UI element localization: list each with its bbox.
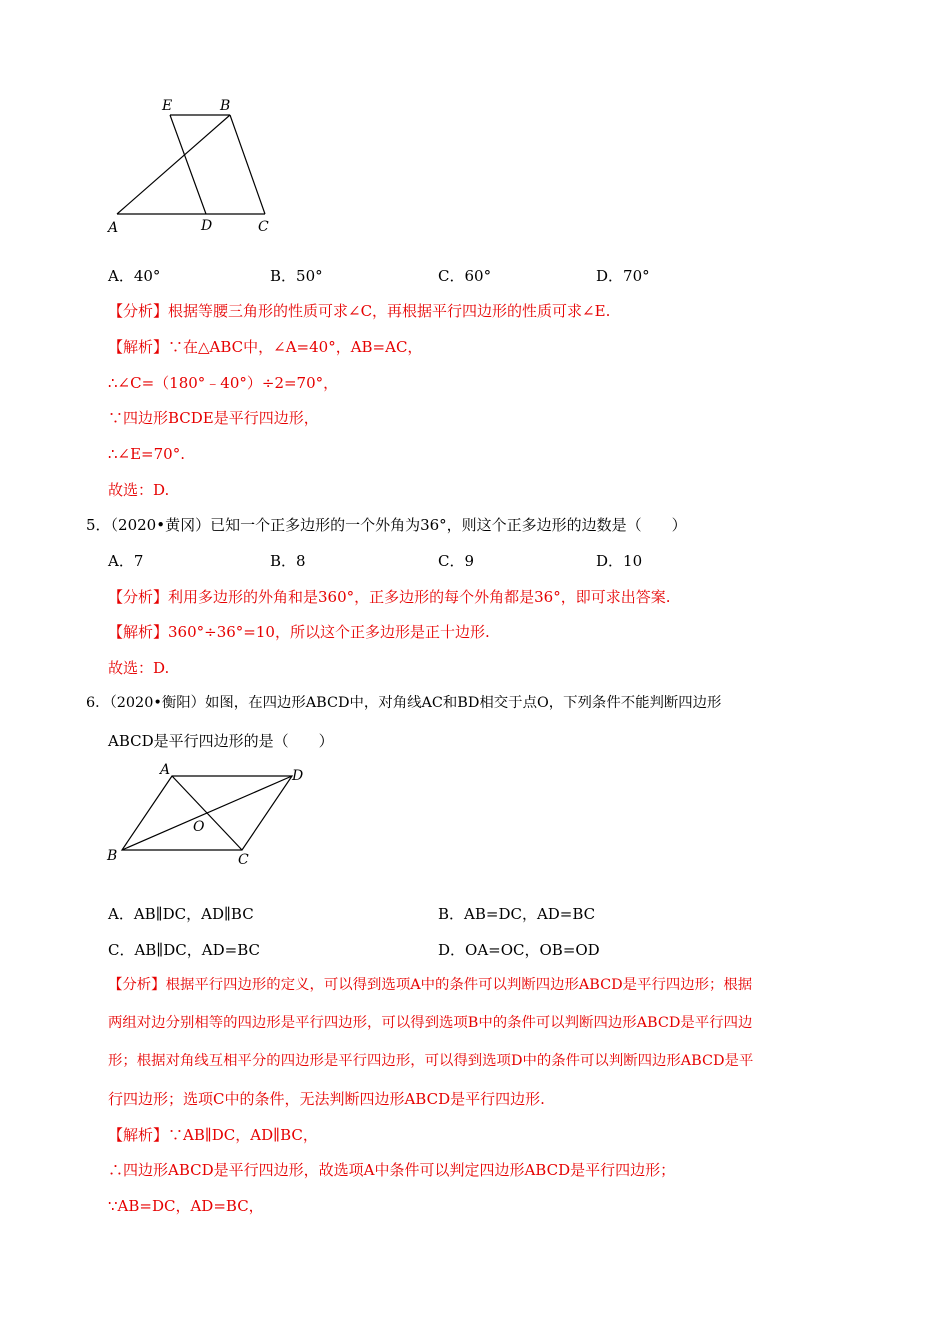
q5-analysis: 【分析】利用多边形的外角和是360°，正多边形的每个外角都是36°，即可求出答案.: [108, 588, 671, 606]
q6-analysis-line2: 两组对边分别相等的四边形是平行四边形，可以得到选项B中的条件可以判断四边形ABCD是平行四边: [108, 1015, 753, 1031]
q6-option-d: D．OA=OC，OB=OD: [438, 941, 600, 959]
q6-stem-line1: 6．（2020•衡阳）如图，在四边形ABCD中，对角线AC和BD相交于点O，下列条件不能判断四边形: [86, 695, 722, 711]
q4-analysis: 【分析】根据等腰三角形的性质可求∠C，再根据平行四边形的性质可求∠E.: [108, 302, 611, 320]
q4-option-b: B．50°: [270, 267, 323, 285]
q4-solution-line1: 【解析】∵在△ABC中，∠A=40°，AB=AC，: [108, 338, 423, 356]
label-o: O: [193, 819, 205, 835]
q4-option-c: C．60°: [438, 267, 492, 285]
q6-solution-line1: 【解析】∵AB∥DC，AD∥BC，: [108, 1126, 318, 1144]
figure-triangle-parallelogram: [100, 92, 290, 242]
q6-stem-line2: ABCD是平行四边形的是（ ）: [108, 732, 334, 750]
label-d: D: [292, 768, 304, 784]
q6-option-b: B．AB=DC，AD=BC: [438, 905, 596, 923]
label-a: A: [160, 762, 171, 778]
q6-analysis-line4: 行四边形；选项C中的条件，无法判断四边形ABCD是平行四边形.: [108, 1090, 545, 1108]
q5-option-a: A．7: [108, 552, 144, 570]
label-b: B: [107, 848, 118, 864]
segment-ab: [117, 115, 230, 214]
segment-ed: [170, 115, 206, 214]
label-a: A: [108, 220, 119, 236]
q5-solution: 【解析】360°÷36°=10，所以这个正多边形是正十边形.: [108, 623, 490, 641]
label-c: C: [258, 219, 269, 235]
q4-solution-line3: ∵四边形BCDE是平行四边形，: [108, 409, 319, 427]
label-b: B: [220, 98, 231, 114]
q4-option-a: A．40°: [108, 267, 161, 285]
q4-option-d: D．70°: [596, 267, 650, 285]
q5-stem: 5．（2020•黄冈）已知一个正多边形的一个外角为36°，则这个正多边形的边数是（ ）: [86, 516, 687, 534]
q5-option-d: D．10: [596, 552, 643, 570]
q5-answer: 故选：D.: [108, 659, 170, 677]
segment-bc: [230, 115, 265, 214]
q4-answer: 故选：D.: [108, 481, 170, 499]
q6-analysis-line1: 【分析】根据平行四边形的定义，可以得到选项A中的条件可以判断四边形ABCD是平行四边形；根据: [108, 977, 753, 993]
q6-option-c: C．AB∥DC，AD=BC: [108, 941, 260, 959]
q4-solution-line4: ∴∠E=70°.: [108, 445, 185, 463]
q6-solution-line2: ∴四边形ABCD是平行四边形，故选项A中条件可以判定四边形ABCD是平行四边形；: [108, 1161, 676, 1179]
figure-parallelogram-abcd: [100, 758, 320, 873]
label-e: E: [162, 98, 173, 114]
q6-analysis-line3: 形；根据对角线互相平分的四边形是平行四边形，可以得到选项D中的条件可以判断四边形ABCD是平: [108, 1053, 754, 1069]
q5-option-c: C．9: [438, 552, 475, 570]
q5-option-b: B．8: [270, 552, 306, 570]
label-c: C: [238, 852, 249, 868]
label-d: D: [201, 218, 213, 234]
q4-solution-line2: ∴∠C=（180°﹣40°）÷2=70°，: [108, 374, 339, 392]
q6-solution-line3: ∵AB=DC，AD=BC，: [108, 1197, 264, 1215]
q6-option-a: A．AB∥DC，AD∥BC: [108, 905, 254, 923]
